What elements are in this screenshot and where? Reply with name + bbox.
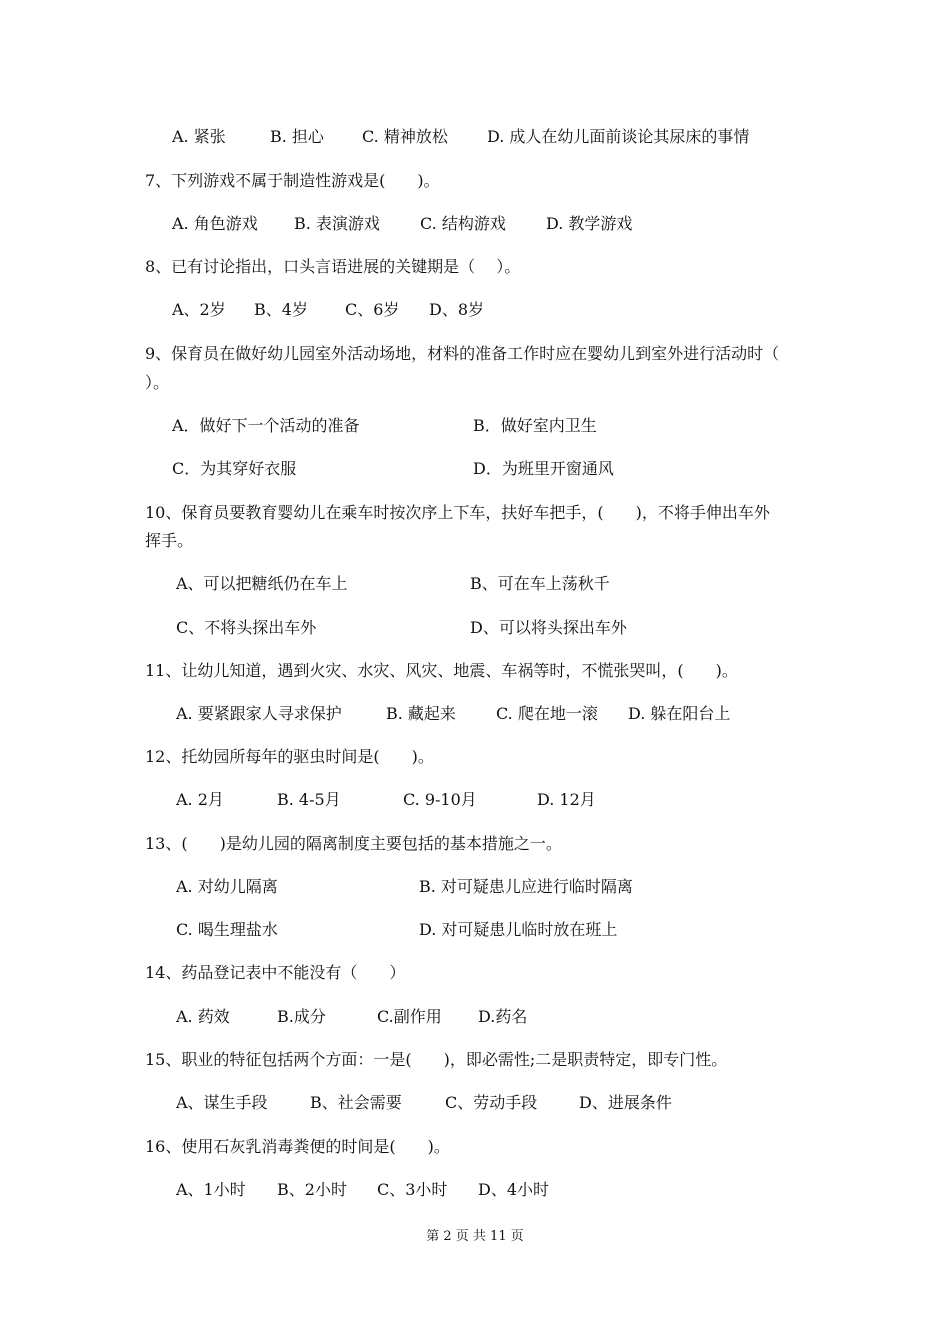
question-9: 9、保育员在做好幼儿园室外活动场地，材料的准备工作时应在婴幼儿到室外进行活动时（ <box>145 344 780 363</box>
q15-option-a: A、谋生手段 <box>176 1093 268 1112</box>
q14-option-c: C.副作用 <box>377 1007 442 1026</box>
q16-option-b: B、2小时 <box>277 1180 347 1199</box>
q6-option-d: D. 成人在幼儿面前谈论其尿床的事情 <box>487 127 750 146</box>
question-11: 11、让幼儿知道，遇到火灾、水灾、风灾、地震、车祸等时，不慌张哭叫，( )。 <box>145 661 738 680</box>
q6-option-c: C. 精神放松 <box>362 127 448 146</box>
q11-option-c: C. 爬在地一滚 <box>496 704 598 723</box>
question-10-cont: 挥手。 <box>145 531 194 550</box>
question-7: 7、下列游戏不属于制造性游戏是( )。 <box>145 171 440 190</box>
q14-option-d: D.药名 <box>478 1007 528 1026</box>
q12-option-c: C. 9-10月 <box>403 790 477 809</box>
q10-option-d: D、可以将头探出车外 <box>470 618 627 637</box>
q11-option-a: A. 要紧跟家人寻求保护 <box>176 704 342 723</box>
question-12: 12、托幼园所每年的驱虫时间是( )。 <box>145 747 434 766</box>
q7-option-a: A. 角色游戏 <box>172 214 258 233</box>
q8-option-d: D、8岁 <box>429 300 485 319</box>
q12-option-a: A. 2月 <box>176 790 224 809</box>
q9-option-d: D．为班里开窗通风 <box>473 459 614 478</box>
q13-option-b: B. 对可疑患儿应进行临时隔离 <box>419 877 633 896</box>
q16-option-d: D、4小时 <box>478 1180 550 1199</box>
q16-option-c: C、3小时 <box>377 1180 448 1199</box>
q10-option-b: B、可在车上荡秋千 <box>470 574 610 593</box>
q11-option-b: B. 藏起来 <box>386 704 456 723</box>
question-15: 15、职业的特征包括两个方面：一是( )，即必需性;二是职责特定，即专门性。 <box>145 1050 728 1069</box>
q7-option-b: B. 表演游戏 <box>294 214 380 233</box>
q8-option-a: A、2岁 <box>172 300 226 319</box>
q7-option-d: D. 教学游戏 <box>546 214 633 233</box>
q8-option-b: B、4岁 <box>254 300 308 319</box>
q13-option-a: A. 对幼儿隔离 <box>176 877 278 896</box>
q15-option-d: D、进展条件 <box>579 1093 672 1112</box>
q9-option-a: A．做好下一个活动的准备 <box>172 416 360 435</box>
q9-option-b: B．做好室内卫生 <box>473 416 597 435</box>
q9-option-c: C．为其穿好衣服 <box>172 459 297 478</box>
question-14: 14、药品登记表中不能没有（ ） <box>145 963 406 982</box>
question-16: 16、使用石灰乳消毒粪便的时间是( )。 <box>145 1137 450 1156</box>
question-8: 8、已有讨论指出，口头言语进展的关键期是（ ）。 <box>145 257 521 276</box>
q8-option-c: C、6岁 <box>345 300 400 319</box>
q6-option-b: B. 担心 <box>270 127 324 146</box>
q14-option-b: B.成分 <box>277 1007 326 1026</box>
q15-option-b: B、社会需要 <box>310 1093 402 1112</box>
question-9-cont: ）。 <box>145 373 170 392</box>
q14-option-a: A. 药效 <box>176 1007 230 1026</box>
q13-option-c: C. 喝生理盐水 <box>176 920 278 939</box>
q13-option-d: D. 对可疑患儿临时放在班上 <box>419 920 618 939</box>
q10-option-c: C、不将头探出车外 <box>176 618 317 637</box>
q7-option-c: C. 结构游戏 <box>420 214 506 233</box>
q12-option-b: B. 4-5月 <box>277 790 341 809</box>
q15-option-c: C、劳动手段 <box>445 1093 538 1112</box>
question-10: 10、保育员要教育婴幼儿在乘车时按次序上下车，扶好车把手，( )，不将手伸出车外 <box>145 503 770 522</box>
q11-option-d: D. 躲在阳台上 <box>628 704 731 723</box>
q12-option-d: D. 12月 <box>537 790 596 809</box>
q10-option-a: A、可以把糖纸仍在车上 <box>176 574 348 593</box>
q16-option-a: A、1小时 <box>176 1180 246 1199</box>
page-footer: 第 2 页 共 11 页 <box>426 1229 524 1244</box>
question-13: 13、( )是幼儿园的隔离制度主要包括的基本措施之一。 <box>145 834 562 853</box>
q6-option-a: A. 紧张 <box>172 127 226 146</box>
